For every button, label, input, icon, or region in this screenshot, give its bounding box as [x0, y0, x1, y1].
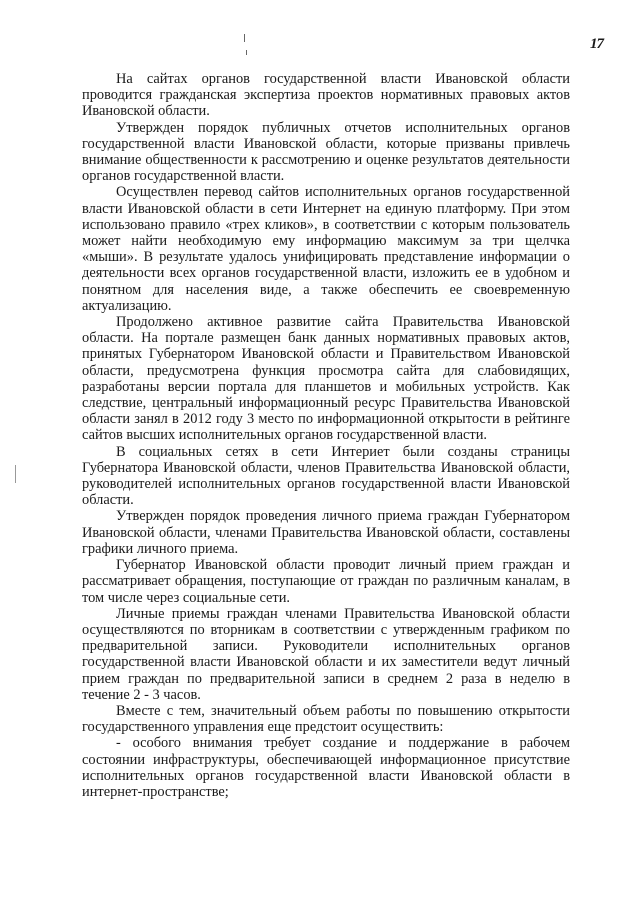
- document-body: [82, 71, 570, 800]
- paragraph-sites-platform: Осуществлен перевод сайтов исполнительных органов государственной власти Ивановской области в сети Интернет на единую платформу. При этом использовано правило «трех кликов», в соответствии с которым пользователь может найти необходимую ему информацию максимум за три щелчка «мыши». В результате удалось унифицировать представление информации о деятельности всех органов государственной власти, изложить ее в удобном и понятном для населения виде, а также обеспечить ее своевременную актуализацию.: [82, 184, 570, 314]
- paragraph-government-site: Продолжено активное развитие сайта Правительства Ивановской области. На портале размещен банк данных нормативных правовых актов, принятых Губернатором Ивановской области и Правительством Ивановской области, предусмотрена функция просмотра сайта для слабовидящих, разработаны версии портала для планшетов и мобильных устройств. Как следствие, центральный информационный ресурс Правительства Ивановской области занял в 2012 году 3 место по информационной открытости в рейтинге сайтов высших исполнительных органов государственной власти.: [82, 314, 570, 444]
- scan-artifact-mark: [244, 34, 245, 42]
- paragraph-civic-expertise: На сайтах органов государственной власти Ивановской области проводится гражданская экспертиза проектов нормативных правовых актов Ивановской области.: [82, 71, 570, 120]
- scan-artifact-mark: [15, 465, 16, 483]
- paragraph-public-reports: Утвержден порядок публичных отчетов исполнительных органов государственной власти Ивановской области, которые призваны привлечь внимание общественности к рассмотрению и оценке результатов деятельности органов государственной власти.: [82, 119, 570, 185]
- page-number: 17: [590, 36, 603, 52]
- paragraph-reception-procedure: Утвержден порядок проведения личного приема граждан Губернатором Ивановской области, членами Правительства Ивановской области, составлены графики личного приема.: [82, 508, 570, 557]
- paragraph-governor-reception: Губернатор Ивановской области проводит личный прием граждан и рассматривает обращения, поступающие от граждан по различным каналам, в том числе через социальные сети.: [82, 557, 570, 606]
- paragraph-social-networks: В социальных сетях в сети Интериет были созданы страницы Губернатора Ивановской области, членов Правительства Ивановской области, руководителей исполнительных органов государственной власти Ивановской области.: [82, 443, 570, 509]
- scan-artifact-mark: [246, 50, 247, 55]
- list-item-infrastructure: - особого внимания требует создание и поддержание в рабочем состоянии инфраструктуры, обеспечивающей информационное присутствие исполнительных органов государственной власти Ивановской области в интернет-пространстве;: [82, 735, 570, 800]
- paragraph-remaining-work: Вместе с тем, значительный объем работы по повышению открытости государственного управления еще предстоит осуществить:: [82, 702, 570, 736]
- paragraph-members-reception: Личные приемы граждан членами Правительства Ивановской области осуществляются по вторникам в соответствии с утвержденным графиком по предварительной записи. Руководители исполнительных органов государственной власти Ивановской области и их заместители ведут личный прием граждан по предварительной записи в среднем 2 раза в неделю в течение 2 - 3 часов.: [82, 605, 570, 703]
